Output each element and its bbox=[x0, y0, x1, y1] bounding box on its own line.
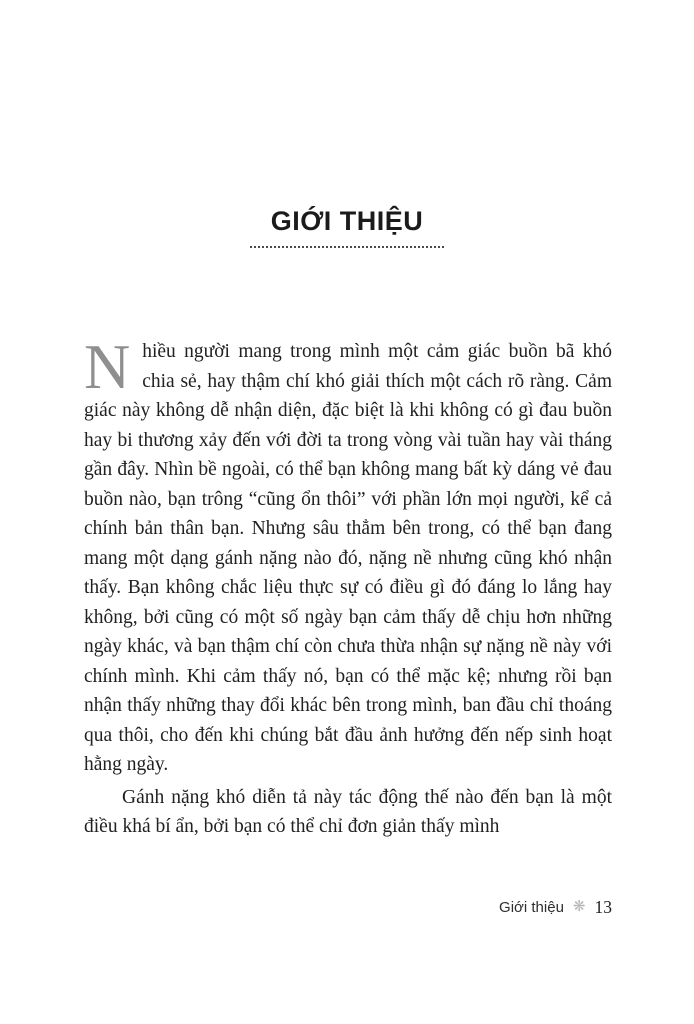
chapter-title-block bbox=[0, 206, 694, 248]
page-number: 13 bbox=[594, 897, 612, 917]
paragraph-second: Gánh nặng khó diễn tả này tác động thế nào đến bạn là một điều khá bí ẩn, bởi bạn có thể chỉ đơn giản thấy mình bbox=[84, 786, 612, 837]
footer-section-label: Giới thiệu bbox=[499, 899, 564, 916]
page-footer bbox=[499, 897, 612, 918]
paragraph-first-text: hiều người mang trong mình một cảm giác buồn bã khó chia sẻ, hay thậm chí khó giải thích một cách rõ ràng. Cảm giác này không dễ nhận diện, đặc biệt là khi không có gì đau buồn hay bi thương xảy đến với đời ta trong vòng vài tuần hay vài tháng gần đây. Nhìn bề ngoài, có thể bạn không mang bất kỳ dáng vẻ đau buồn nào, bạn trông “cũng ổn thôi” với phần lớn mọi người, kể cả chính bản thân bạn. Nhưng sâu thẳm bên trong, có thể bạn đang mang một dạng gánh nặng nào đó, nặng nề nhưng cũng khó nhận thấy. Bạn không chắc liệu thực sự có điều gì đó đáng lo lắng hay không, bởi cũng có một số ngày bạn cảm thấy dễ chịu hơn những ngày khác, và bạn thậm chí còn chưa thừa nhận sự nặng nề này với chính mình. Khi cảm thấy nó, bạn có thể mặc kệ; nhưng rồi bạn nhận thấy những thay đổi khác bên trong mình, ban đầu chỉ thoáng qua thôi, cho đến khi chúng bắt đầu ảnh hưởng đến nếp sinh hoạt hằng ngày. bbox=[84, 341, 612, 775]
flower-ornament-icon: ❋ bbox=[572, 899, 586, 915]
chapter-title: GIỚI THIỆU bbox=[270, 206, 424, 236]
paragraph-first bbox=[84, 331, 612, 780]
body-text bbox=[84, 331, 612, 842]
drop-cap: N bbox=[84, 331, 131, 402]
title-dotted-rule bbox=[250, 246, 444, 248]
